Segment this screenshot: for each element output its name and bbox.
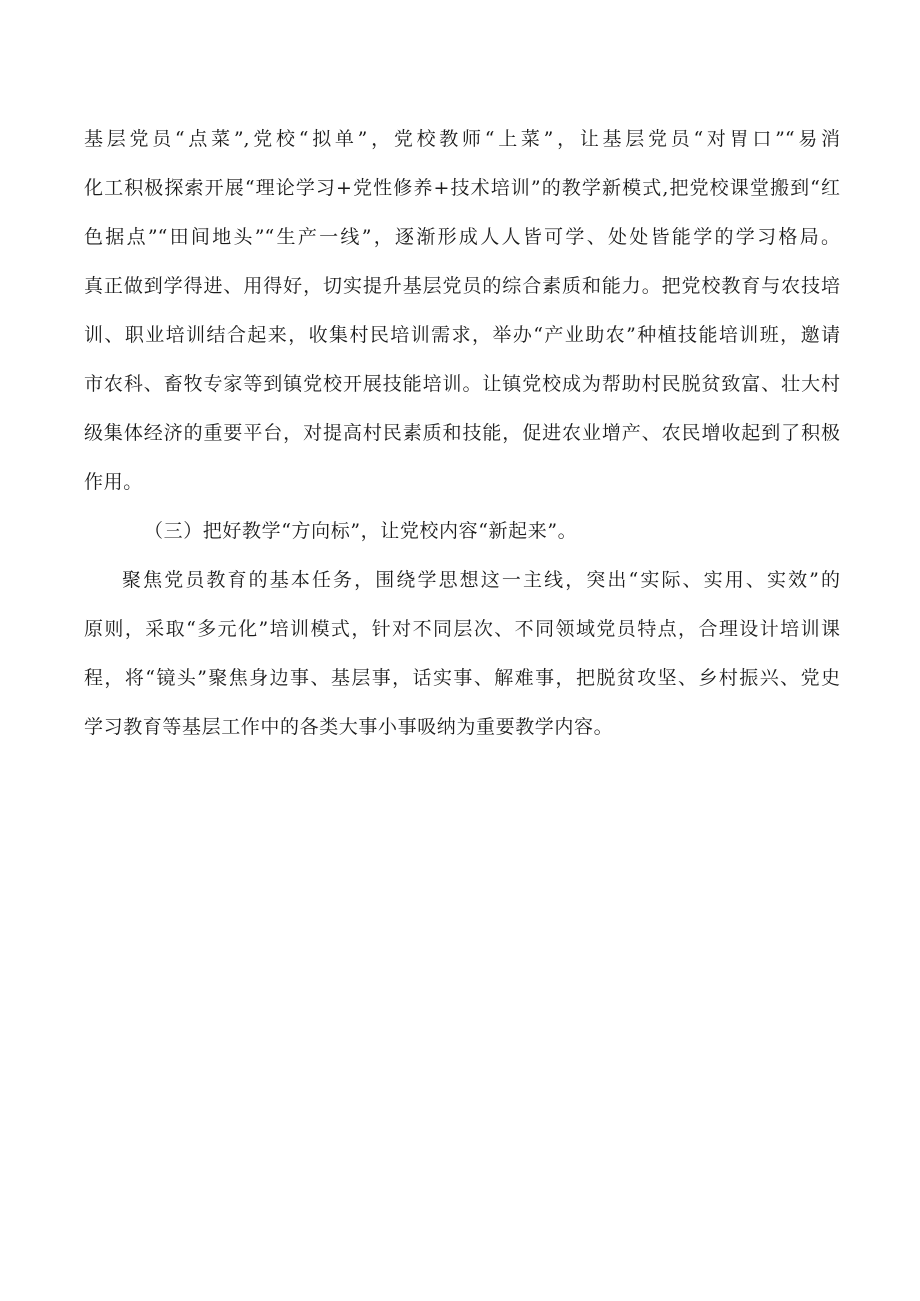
paragraph-line: 化工积极探索开展“理论学习+党性修养+技术培训”的教学新模式,把党校课堂搬到“红 [84,177,840,199]
paragraph-line: 级集体经济的重要平台，对提高村民素质和技能，促进农业增产、农民增收起到了积极 [84,422,840,444]
paragraph-line: 基层党员“点菜”,党校“拟单”，党校教师“上菜”，让基层党员“对胃口”“易消 [84,128,840,150]
paragraph-line: 色据点”“田间地头”“生产一线”，逐渐形成人人皆可学、处处皆能学的学习格局。 [84,226,840,248]
paragraph-line: 市农科、畜牧专家等到镇党校开展技能培训。让镇党校成为帮助村民脱贫致富、壮大村 [84,373,840,395]
paragraph-line: 真正做到学得进、用得好，切实提升基层党员的综合素质和能力。把党校教育与农技培 [84,275,840,297]
section-heading: （三）把好教学“方向标”，让党校内容“新起来”。 [144,520,578,542]
paragraph-line: 聚焦党员教育的基本任务，围绕学思想这一主线，突出“实际、实用、实效”的 [122,569,840,591]
paragraph-line: 原则，采取“多元化”培训模式，针对不同层次、不同领域党员特点，合理设计培训课 [84,618,840,640]
paragraph-line: 训、职业培训结合起来，收集村民培训需求，举办“产业助农”种植技能培训班，邀请 [84,324,840,346]
paragraph-line: 作用。 [84,471,143,493]
paragraph-line: 程，将“镜头”聚焦身边事、基层事，话实事、解难事，把脱贫攻坚、乡村振兴、党史 [84,667,840,689]
paragraph-line: 学习教育等基层工作中的各类大事小事吸纳为重要教学内容。 [84,716,614,738]
